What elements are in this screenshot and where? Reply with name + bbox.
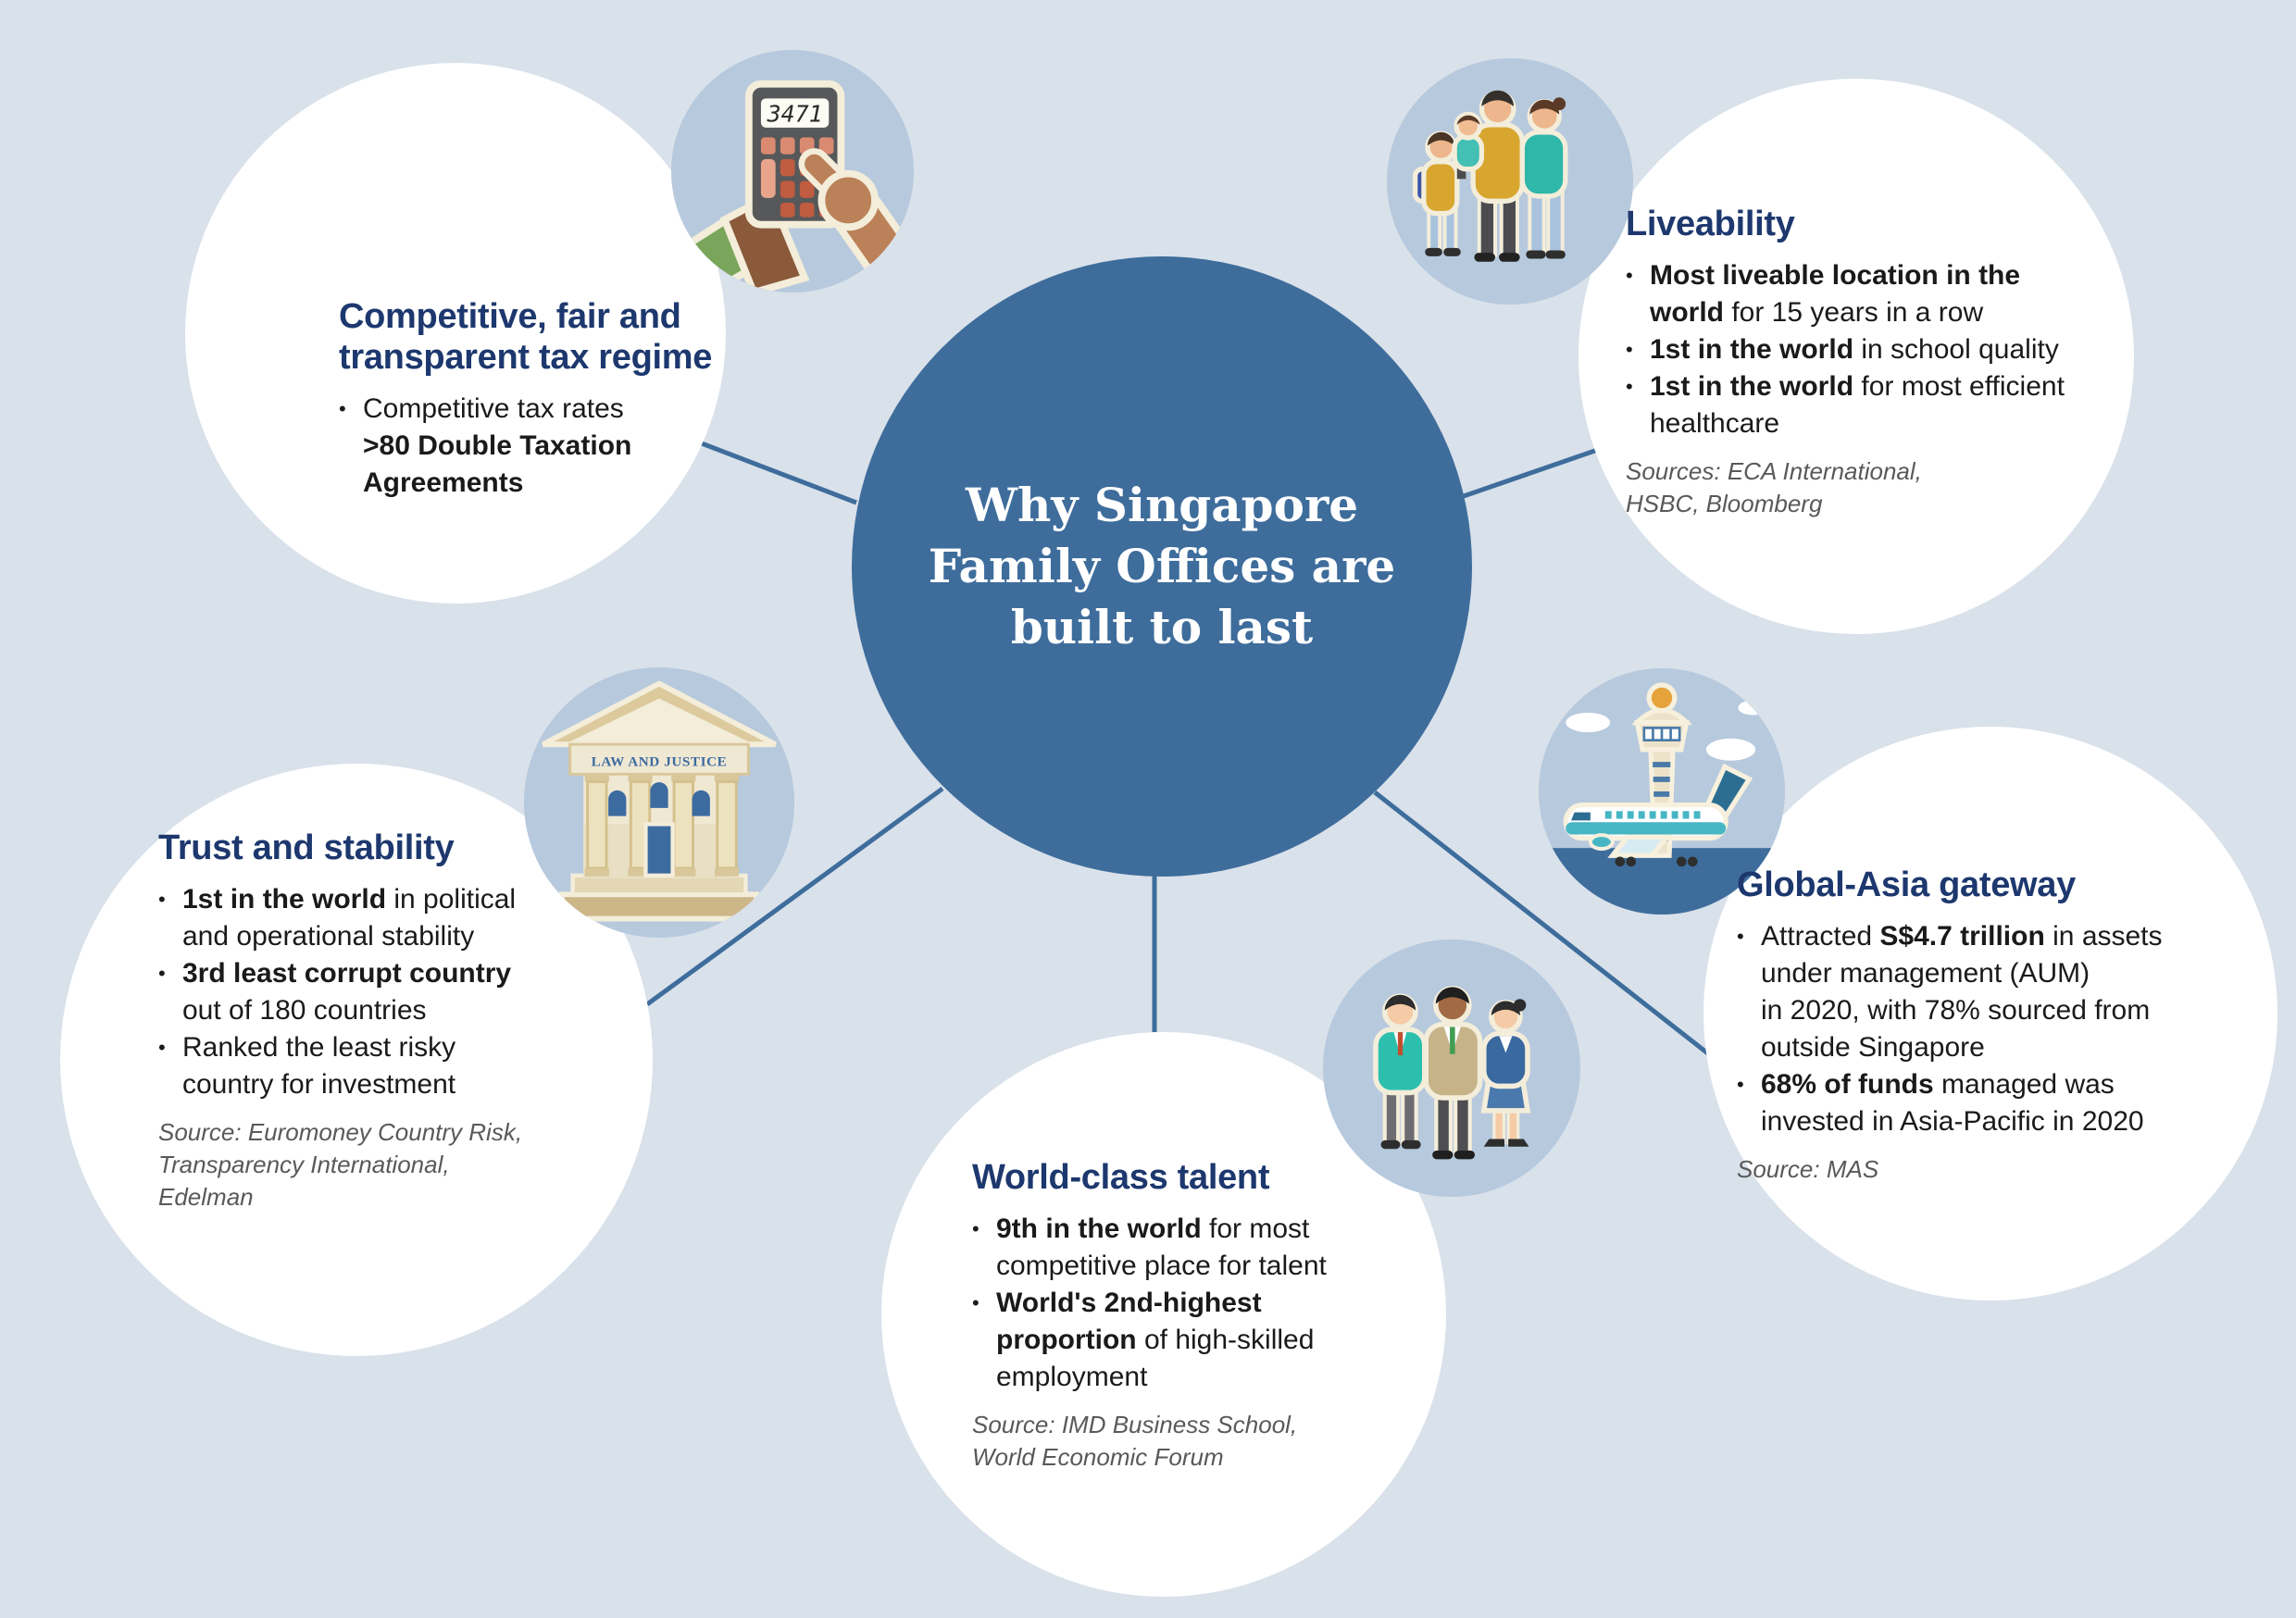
section-title-line: Liveability: [1626, 205, 1795, 243]
bullet-dot: •: [1626, 375, 1633, 398]
bullet-segment: in political: [386, 884, 517, 915]
bullet-highlight: proportion: [996, 1325, 1137, 1355]
bullet-dot: •: [972, 1291, 980, 1314]
section-tax-bullets: [339, 391, 774, 502]
section-talent: [972, 1157, 1416, 1474]
source-line: Transparency International,: [158, 1151, 450, 1178]
bullet-dot: •: [158, 888, 166, 911]
bullet-text: [996, 1285, 1416, 1396]
center-title: [929, 475, 1395, 658]
section-title-line: World-class talent: [972, 1158, 1270, 1197]
bullet-dot: •: [972, 1217, 980, 1240]
businessman-teal: [1376, 995, 1425, 1150]
family-icon: [1387, 58, 1633, 305]
window-right: [693, 790, 710, 816]
bullet-segment: Competitive tax rates: [363, 393, 624, 424]
bullet-item: [158, 881, 695, 955]
calculator-icon: [671, 50, 914, 292]
bullet-segment: managed was: [1933, 1069, 2115, 1100]
bullet-text: [182, 1029, 695, 1103]
section-tax-title: [339, 296, 774, 378]
center-title-line: built to last: [1010, 600, 1314, 654]
cloud: [1566, 713, 1610, 732]
source-line: Source: IMD Business School,: [972, 1411, 1298, 1438]
source-line: Source: Euromoney Country Risk,: [158, 1118, 523, 1146]
source-line: Edelman: [158, 1183, 254, 1211]
bullet-text: [1650, 331, 2144, 368]
bullet-dot: •: [1626, 338, 1633, 361]
bullet-highlight: Agreements: [363, 467, 524, 498]
bullet-highlight: 1st in the world: [182, 884, 387, 915]
family-toddler: [1454, 114, 1481, 179]
section-liveability-source: [1626, 455, 2144, 520]
bullet-dot: •: [339, 397, 346, 420]
bullet-segment: in school quality: [1853, 334, 2059, 365]
source-line: Source: MAS: [1737, 1155, 1879, 1183]
center-title-line: Family Offices are: [928, 539, 1396, 593]
bullet-highlight: 3rd least corrupt country: [182, 958, 512, 989]
bullet-segment: country for investment: [182, 1069, 456, 1100]
bullet-dot: •: [158, 1036, 166, 1059]
bullet-highlight: World's 2nd-highest: [996, 1288, 1262, 1318]
bullet-dot: •: [1737, 1073, 1744, 1096]
bullet-item: [1737, 1066, 2237, 1140]
bullet-text: [1650, 257, 2144, 331]
bullet-highlight: 9th in the world: [996, 1214, 1202, 1244]
bullet-text: [996, 1211, 1416, 1285]
bullet-highlight: S$4.7 trillion: [1879, 921, 2045, 952]
bullet-item: [1626, 257, 2144, 331]
bullet-text: [1650, 368, 2144, 442]
bullet-text: [182, 955, 695, 1029]
source-line: HSBC, Bloomberg: [1626, 490, 1823, 517]
section-liveability-bullets: [1626, 257, 2144, 442]
calculator-display-value: 3471: [767, 100, 823, 128]
bullet-segment: outside Singapore: [1761, 1032, 1985, 1063]
section-title-line: Trust and stability: [158, 828, 455, 867]
bullet-item: [972, 1285, 1416, 1396]
bullet-segment: of high-skilled: [1136, 1325, 1315, 1355]
bullet-segment: employment: [996, 1362, 1148, 1392]
bullet-highlight: world: [1650, 297, 1724, 328]
bullet-item: [158, 1029, 695, 1103]
bullet-text: [1761, 918, 2237, 1066]
bullet-highlight: 1st in the world: [1650, 371, 1854, 402]
bullet-text: [1761, 1066, 2237, 1140]
section-trust: [158, 828, 695, 1214]
bullet-highlight: 1st in the world: [1650, 334, 1854, 365]
section-gateway-source: [1737, 1153, 2237, 1186]
bullet-segment: for most efficient: [1853, 371, 2065, 402]
bullet-segment: and operational stability: [182, 921, 475, 952]
bullet-segment: healthcare: [1650, 408, 1780, 439]
window-left: [608, 790, 626, 816]
bullet-highlight: Most liveable location in the: [1650, 260, 2021, 291]
fist-shape: [821, 174, 875, 228]
section-title-line: transparent tax regime: [339, 338, 713, 377]
cockpit-window: [1571, 813, 1591, 821]
bullet-item: [1626, 368, 2144, 442]
connector-liveability: [1461, 445, 1611, 497]
section-gateway-bullets: [1737, 918, 2237, 1140]
plane-windows: [1605, 811, 1701, 818]
law-building-label: LAW AND JUSTICE: [591, 753, 728, 770]
section-liveability: [1626, 204, 2144, 520]
bullet-item: [158, 955, 695, 1029]
businesswoman: [1484, 999, 1529, 1147]
section-tax: [339, 296, 774, 502]
bullet-segment: competitive place for talent: [996, 1251, 1327, 1281]
section-trust-title: [158, 828, 695, 868]
bullet-segment: for most: [1201, 1214, 1310, 1244]
bullet-segment: for 15 years in a row: [1724, 297, 1984, 328]
section-talent-bullets: [972, 1211, 1416, 1396]
bullet-segment: Attracted: [1761, 921, 1880, 952]
section-trust-bullets: [158, 881, 695, 1103]
family-icon-art: [1387, 58, 1633, 305]
section-gateway-title: [1737, 865, 2237, 905]
bullet-highlight: 68% of funds: [1761, 1069, 1934, 1100]
bullet-item: [1626, 331, 2144, 368]
bullet-segment: in 2020, with 78% sourced from: [1761, 995, 2151, 1026]
bullet-text: [363, 391, 774, 502]
bullet-text: [182, 881, 695, 955]
bullet-segment: in assets: [2044, 921, 2163, 952]
bullet-item: [1737, 918, 2237, 1066]
bullet-segment: Ranked the least risky: [182, 1032, 456, 1063]
window-center: [650, 782, 668, 808]
section-title-line: Global-Asia gateway: [1737, 865, 2076, 904]
calculator-icon-art: [671, 50, 914, 292]
bullet-dot: •: [1626, 264, 1633, 287]
section-gateway: [1737, 865, 2237, 1186]
businessman-tan: [1426, 987, 1479, 1159]
bullet-item: [972, 1211, 1416, 1285]
bullet-dot: •: [1737, 925, 1744, 948]
source-line: World Economic Forum: [972, 1443, 1224, 1471]
family-mother: [1522, 97, 1566, 258]
family-father: [1473, 91, 1522, 262]
bullet-item: [339, 391, 774, 502]
center-bubble: [852, 256, 1472, 877]
bullet-segment: invested in Asia-Pacific in 2020: [1761, 1106, 2144, 1137]
section-trust-source: [158, 1116, 695, 1214]
center-title-line: Why Singapore: [965, 478, 1359, 532]
section-liveability-title: [1626, 204, 2144, 244]
bullet-dot: •: [158, 962, 166, 985]
engine: [1591, 835, 1613, 849]
section-talent-title: [972, 1157, 1416, 1198]
bullet-highlight: >80 Double Taxation: [363, 430, 632, 461]
cloud: [1706, 739, 1755, 761]
section-talent-source: [972, 1409, 1416, 1474]
bullet-segment: under management (AUM): [1761, 958, 2090, 989]
bullet-segment: out of 180 countries: [182, 995, 427, 1026]
section-title-line: Competitive, fair and: [339, 297, 681, 336]
source-line: Sources: ECA International,: [1626, 457, 1922, 485]
